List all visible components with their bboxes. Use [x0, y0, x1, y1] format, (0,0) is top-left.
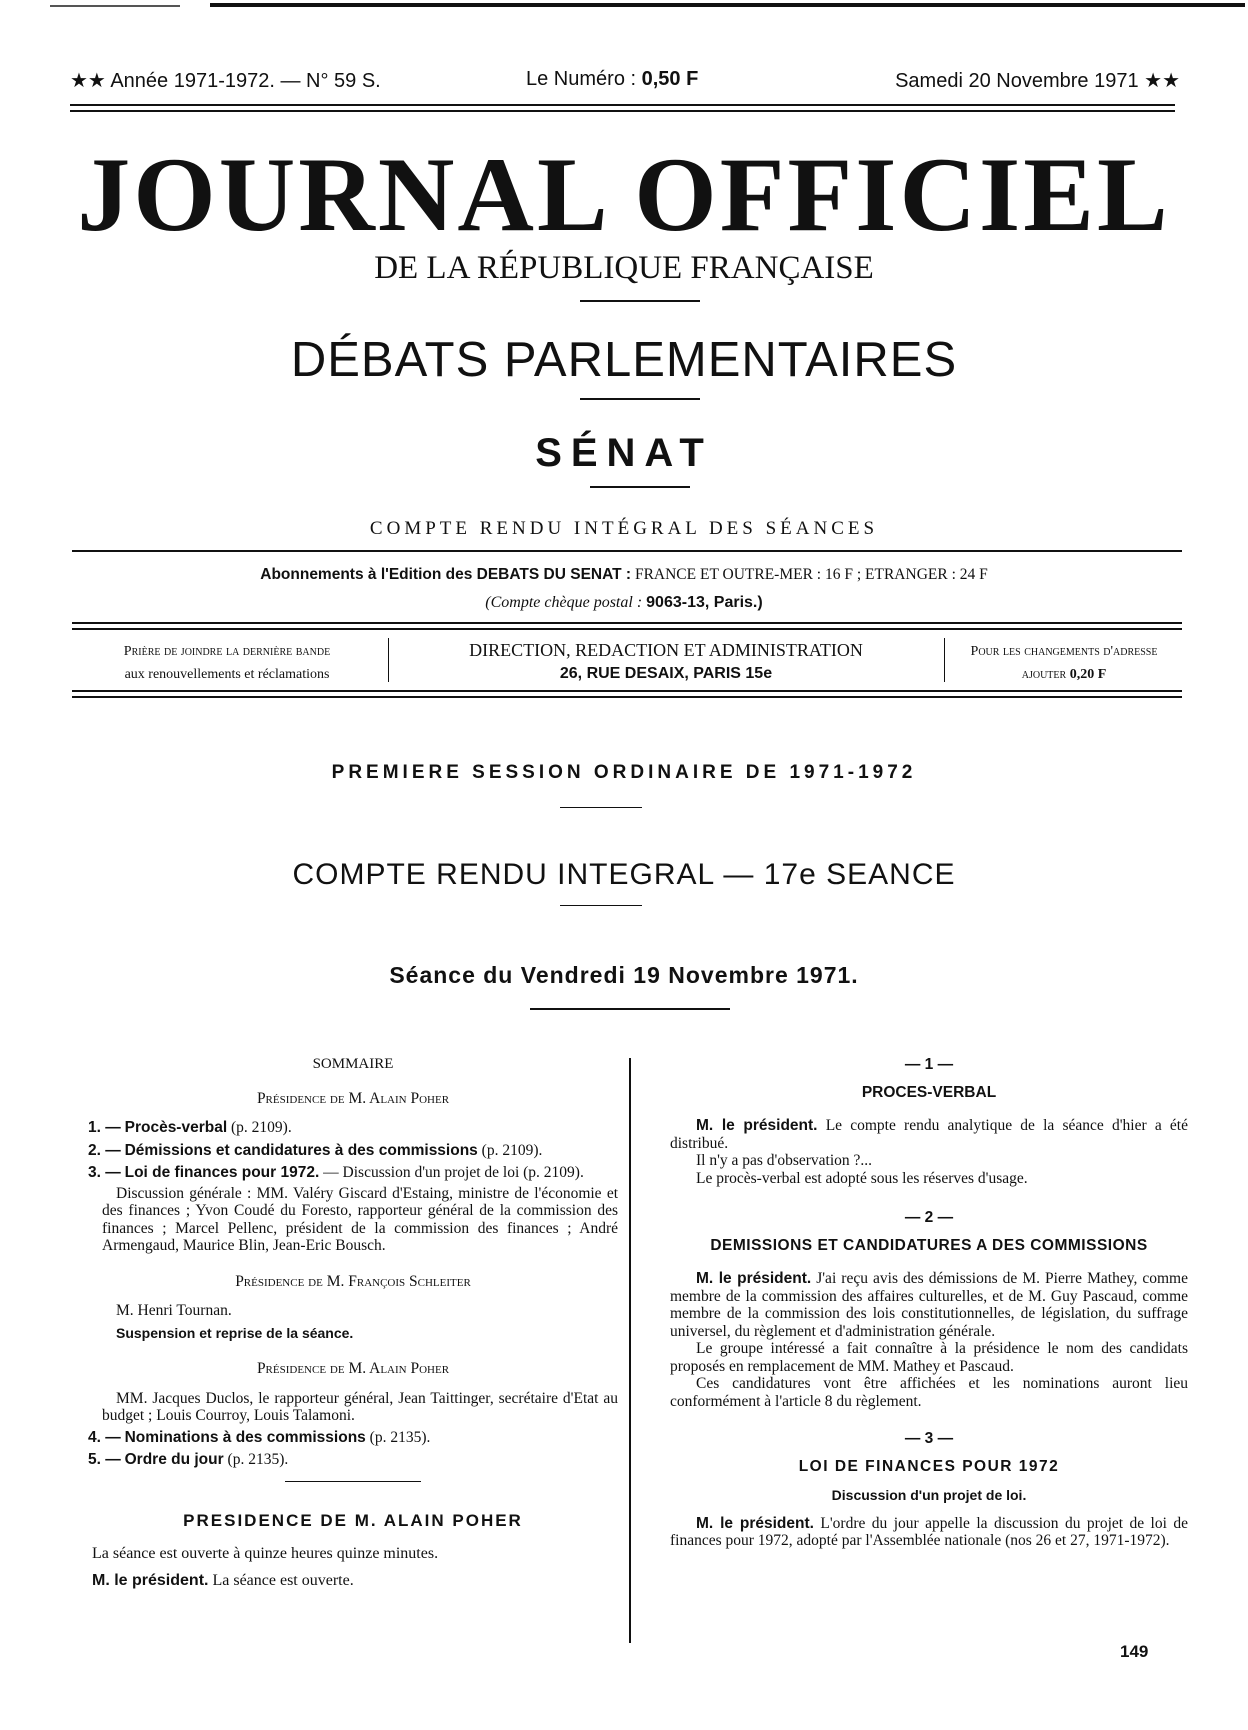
- section-subtitle: Discussion d'un projet de loi.: [831, 1487, 1027, 1503]
- sitting-title: Séance du Vendredi 19 Novembre 1971.: [389, 962, 859, 988]
- summary-item: 4. — Nominations à des commissions (p. 2135).: [88, 1428, 431, 1446]
- paragraph: M. le président. J'ai reçu avis des démissions de M. Pierre Mathey, comme membre de la commission des affaires culturelles, et de M. Guy Pascaud, comme membre de la commission des lois constitutionnelles, de législation, du suffrage universel, du règlement et d'administration générale.: [670, 1270, 1188, 1340]
- chamber-title: SÉNAT: [535, 431, 713, 475]
- divider: [590, 486, 690, 488]
- summary-item: 1. — Procès-verbal (p. 2109).: [88, 1119, 292, 1136]
- record-title: COMPTE RENDU INTÉGRAL DES SÉANCES: [369, 518, 879, 539]
- divider: [580, 300, 700, 302]
- speakers: MM. Jacques Duclos, le rapporteur général, Jean Taittinger, secrétaire d'Etat au budget ; Louis Courroy, Louis Talamoni.: [102, 1389, 618, 1424]
- session-title: PREMIERE SESSION ORDINAIRE DE 1971-1972: [331, 762, 917, 783]
- divider: [580, 398, 700, 400]
- presidency-heading: Présidence de M. François Schleiter: [235, 1272, 471, 1290]
- paragraph: Le procès-verbal est adopté sous les réserves d'usage.: [696, 1169, 1028, 1187]
- section-title: LOI DE FINANCES POUR 1972: [798, 1457, 1060, 1475]
- paragraph: M. le président. L'ordre du jour appelle la discussion du projet de loi de finances pour 1972, adopté par l'Assemblée nationale (nos 26 et 27, 1971-1972).: [670, 1514, 1188, 1549]
- info-left-1: Prière de joindre la dernière bande: [123, 644, 331, 659]
- scan-edge-line: [210, 3, 1245, 7]
- postal-account-line: (Compte chèque postal : 9063-13, Paris.): [485, 594, 763, 611]
- issue-date: Samedi 20 Novembre 1971: [895, 70, 1139, 92]
- section-number: — 3 —: [904, 1430, 954, 1447]
- summary-item: 5. — Ordre du jour (p. 2135).: [88, 1451, 289, 1468]
- info-right-1: Pour les changements d'adresse: [970, 644, 1158, 659]
- suspension: Suspension et reprise de la séance.: [116, 1324, 354, 1341]
- divider: [560, 905, 642, 906]
- general-discussion: Discussion générale : MM. Valéry Giscard d'Estaing, ministre de l'économie et des finances ; Yvon Coudé du Foresto, rapporteur général de la commission des finances ; Marcel Pellenc, président de la commission des finances ; André Armengaud, Maurice Blin, Jean-Eric Bousch.: [102, 1184, 618, 1254]
- summary-item: 3. — Loi de finances pour 1972. — Discussion d'un projet de loi (p. 2109).: [88, 1164, 584, 1181]
- divider: [72, 690, 1182, 692]
- section-number: — 1 —: [904, 1056, 954, 1073]
- presidency-heading: Présidence de M. Alain Poher: [256, 1089, 450, 1107]
- opening-heading: PRESIDENCE DE M. ALAIN POHER: [183, 1510, 523, 1530]
- masthead-line: [70, 68, 1180, 94]
- info-center-2: 26, RUE DESAIX, PARIS 15e: [559, 665, 773, 682]
- section-number: — 2 —: [904, 1209, 954, 1226]
- divider: [285, 1481, 421, 1482]
- journal-subtitle: DE LA RÉPUBLIQUE FRANÇAISE: [374, 250, 874, 286]
- scan-edge-line: [50, 5, 180, 7]
- price-label: Le Numéro :: [526, 68, 637, 90]
- divider: [72, 696, 1182, 698]
- section-title: DÉBATS PARLEMENTAIRES: [290, 333, 958, 387]
- section-title: PROCES-VERBAL: [861, 1083, 997, 1101]
- report-title: COMPTE RENDU INTEGRAL — 17e SEANCE: [292, 858, 956, 891]
- price: 0,50 F: [641, 68, 699, 90]
- summary-item: 2. — Démissions et candidatures à des commissions (p. 2109).: [88, 1141, 543, 1159]
- stars-icon: ★★: [70, 70, 106, 92]
- info-box: Prière de joindre la dernière bande aux renouvellements et réclamations DIRECTION, REDACTION ET ADMINISTRATION 26, RUE DESAIX, PARIS 15e Pour les changements d'adresse ajouter 0,20 F: [72, 634, 1182, 688]
- page-number: 149: [1120, 1642, 1149, 1661]
- paragraph: Le groupe intéressé a fait connaître à la présidence le nom des candidats proposés en remplacement de MM. Mathey et Pascaud.: [670, 1340, 1188, 1375]
- info-left-2: aux renouvellements et réclamations: [124, 667, 330, 682]
- info-center-1: DIRECTION, REDACTION ET ADMINISTRATION: [469, 640, 863, 660]
- divider: [72, 550, 1182, 552]
- journal-title: JOURNAL OFFICIEL: [77, 136, 1171, 253]
- year-issue: Année 1971-1972. — N° 59 S.: [110, 70, 381, 92]
- debate-column: [670, 1056, 1188, 1550]
- subscription-line: Abonnements à l'Edition des DEBATS DU SENAT : FRANCE ET OUTRE-MER : 16 F ; ETRANGER : 24 F: [260, 566, 988, 583]
- divider: [70, 110, 1175, 112]
- presidency-heading: Présidence de M. Alain Poher: [256, 1360, 450, 1377]
- column-divider: [629, 1058, 631, 1643]
- divider: [72, 622, 1182, 624]
- paragraph: Il n'y a pas d'observation ?...: [696, 1152, 873, 1169]
- paragraph: M. le président. Le compte rendu analytique de la séance d'hier a été distribué.: [670, 1117, 1188, 1152]
- speaker: M. Henri Tournan.: [116, 1302, 232, 1319]
- stars-icon: ★★: [1144, 70, 1180, 92]
- divider: [72, 628, 1182, 630]
- divider: [560, 807, 642, 808]
- paragraph: Ces candidatures vont être affichées et les nominations auront lieu conformément à l'article 8 du règlement.: [670, 1375, 1188, 1410]
- summary-column: [88, 1056, 618, 1589]
- divider: [530, 1008, 730, 1010]
- section-title: DEMISSIONS ET CANDIDATURES A DES COMMISSIONS: [710, 1236, 1148, 1254]
- divider: [70, 104, 1175, 106]
- summary-heading: SOMMAIRE: [312, 1056, 394, 1072]
- opening-line: M. le président. La séance est ouverte.: [92, 1571, 354, 1589]
- opening-line: La séance est ouverte à quinze heures quinze minutes.: [92, 1545, 439, 1562]
